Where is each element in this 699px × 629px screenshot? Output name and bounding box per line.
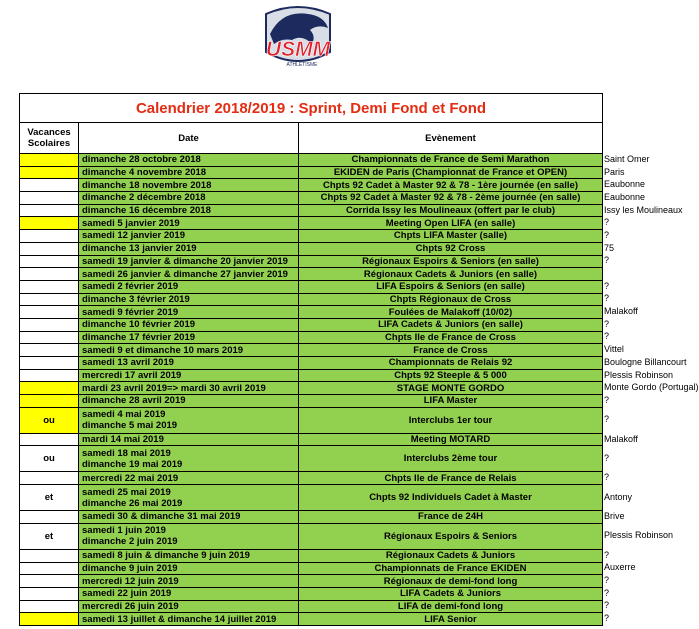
table-row	[20, 179, 603, 192]
vacances-cell	[20, 179, 79, 192]
date-text: samedi 19 janvier & dimanche 20 janvier 2019	[82, 255, 288, 267]
date-cell	[79, 395, 299, 408]
date-text: dimanche 26 mai 2019	[82, 497, 183, 509]
place-label: ?	[604, 549, 610, 560]
place-label: Plessis Robinson	[604, 369, 674, 380]
date-cell	[79, 204, 299, 217]
date-cell	[79, 230, 299, 243]
event-cell: Chpts 92 Steeple & 5 000	[299, 369, 603, 382]
date-text: samedi 13 avril 2019	[82, 357, 174, 369]
vacances-cell	[20, 217, 79, 230]
vacances-cell: et	[20, 485, 79, 511]
date-text: samedi 1 juin 2019	[82, 525, 166, 537]
vacances-cell	[20, 587, 79, 600]
event-cell: Régionaux Espoirs & Seniors (en salle)	[299, 255, 603, 268]
table-row	[20, 446, 603, 472]
header-date: Date	[79, 123, 299, 154]
vacances-cell	[20, 382, 79, 395]
event-cell: France de 24H	[299, 511, 603, 524]
event-cell: LIFA Espoirs & Seniors (en salle)	[299, 280, 603, 293]
date-text: samedi 26 janvier & dimanche 27 janvier 2019	[82, 268, 288, 280]
date-text: samedi 9 et dimanche 10 mars 2019	[82, 344, 244, 356]
event-cell: Chpts Régionaux de Cross	[299, 293, 603, 306]
date-text: dimanche 3 février 2019	[82, 293, 190, 305]
date-text: samedi 18 mai 2019	[82, 447, 171, 459]
calendar-rows	[20, 154, 603, 626]
place-label: ?	[604, 318, 610, 329]
date-text: samedi 4 mai 2019	[82, 409, 166, 421]
date-text: samedi 8 juin & dimanche 9 juin 2019	[82, 550, 250, 562]
vacances-cell	[20, 331, 79, 344]
date-cell	[79, 331, 299, 344]
vacances-cell: et	[20, 523, 79, 549]
table-row	[20, 154, 603, 167]
place-label: 75	[604, 242, 615, 253]
place-label: ?	[604, 293, 610, 304]
vacances-cell	[20, 318, 79, 331]
vacances-cell	[20, 204, 79, 217]
header-event: Evènement	[299, 123, 603, 154]
table-row	[20, 242, 603, 255]
vacances-cell	[20, 369, 79, 382]
event-cell: Chpts 92 Cross	[299, 242, 603, 255]
table-row	[20, 472, 603, 485]
date-text: mercredi 12 juin 2019	[82, 575, 179, 587]
table-row	[20, 485, 603, 511]
place-label: ?	[604, 229, 610, 240]
date-text: dimanche 28 avril 2019	[82, 395, 186, 407]
date-text: mardi 23 avril 2019=> mardi 30 avril 2019	[82, 382, 266, 394]
vacances-cell	[20, 293, 79, 306]
vacances-cell	[20, 242, 79, 255]
place-label: ?	[604, 217, 610, 228]
table-row	[20, 217, 603, 230]
table-row	[20, 587, 603, 600]
table-row	[20, 600, 603, 613]
table-row	[20, 268, 603, 281]
event-cell: Championnats de France EKIDEN	[299, 562, 603, 575]
event-cell: Corrida Issy les Moulineaux (offert par le club)	[299, 204, 603, 217]
vacances-cell	[20, 562, 79, 575]
place-label: Boulogne Billancourt	[604, 356, 687, 367]
vacances-cell	[20, 280, 79, 293]
vacances-cell	[20, 575, 79, 588]
vacances-cell	[20, 230, 79, 243]
event-cell: EKIDEN de Paris (Championnat de France et OPEN)	[299, 166, 603, 179]
table-row	[20, 523, 603, 549]
date-text: dimanche 2 décembre 2018	[82, 192, 206, 204]
date-text: dimanche 4 novembre 2018	[82, 167, 207, 179]
event-cell: Championnats de France de Semi Marathon	[299, 154, 603, 167]
place-label: Malakoff	[604, 433, 638, 444]
place-label: ?	[604, 255, 610, 266]
date-cell	[79, 369, 299, 382]
vacances-cell: ou	[20, 446, 79, 472]
date-text: dimanche 16 décembre 2018	[82, 205, 211, 217]
date-cell	[79, 242, 299, 255]
date-text: mercredi 17 avril 2019	[82, 370, 182, 382]
date-cell	[79, 575, 299, 588]
event-cell: LIFA Senior	[299, 613, 603, 626]
vacances-cell	[20, 306, 79, 319]
date-cell	[79, 306, 299, 319]
table-row	[20, 369, 603, 382]
date-text: samedi 12 janvier 2019	[82, 230, 185, 242]
date-text: samedi 25 mai 2019	[82, 486, 171, 498]
date-cell	[79, 154, 299, 167]
event-cell: Chpts Ile de France de Relais	[299, 472, 603, 485]
date-cell	[79, 166, 299, 179]
vacances-cell	[20, 344, 79, 357]
date-cell	[79, 357, 299, 370]
place-label: ?	[604, 394, 610, 405]
date-cell	[79, 255, 299, 268]
date-text: dimanche 28 octobre 2018	[82, 154, 201, 166]
vacances-cell	[20, 472, 79, 485]
date-text: mardi 14 mai 2019	[82, 434, 164, 446]
table-row	[20, 549, 603, 562]
date-text: mercredi 26 juin 2019	[82, 600, 179, 612]
logo-subtext: ATHLETISME	[286, 62, 318, 68]
table-row	[20, 230, 603, 243]
date-cell	[79, 549, 299, 562]
usmm-logo	[252, 4, 344, 76]
date-cell	[79, 407, 299, 433]
vacances-cell	[20, 268, 79, 281]
vacances-cell	[20, 613, 79, 626]
table-row	[20, 306, 603, 319]
table-row	[20, 344, 603, 357]
table-row	[20, 166, 603, 179]
date-cell	[79, 344, 299, 357]
vacances-cell	[20, 154, 79, 167]
table-row	[20, 293, 603, 306]
date-cell	[79, 511, 299, 524]
date-cell	[79, 613, 299, 626]
place-label: Auxerre	[604, 562, 636, 573]
place-label: ?	[604, 331, 610, 342]
date-text: samedi 30 & dimanche 31 mai 2019	[82, 511, 241, 523]
date-text: samedi 13 juillet & dimanche 14 juillet 2019	[82, 613, 277, 625]
header-vacances: Vacances Scolaires	[20, 123, 79, 154]
event-cell: Régionaux de demi-fond long	[299, 575, 603, 588]
vacances-cell: ou	[20, 407, 79, 433]
calendar-title: Calendrier 2018/2019 : Sprint, Demi Fond et Fond	[20, 94, 603, 123]
event-cell: Chpts 92 Individuels Cadet à Master	[299, 485, 603, 511]
place-label: Issy les Moulineaux	[604, 204, 683, 215]
place-label: ?	[604, 452, 610, 463]
date-cell	[79, 587, 299, 600]
table-row	[20, 407, 603, 433]
place-label: Antony	[604, 491, 633, 502]
place-label: Malakoff	[604, 306, 638, 317]
event-cell: Foulées de Malakoff (10/02)	[299, 306, 603, 319]
date-cell	[79, 217, 299, 230]
table-row	[20, 192, 603, 205]
place-label: Paris	[604, 166, 625, 177]
vacances-cell	[20, 511, 79, 524]
date-cell	[79, 268, 299, 281]
date-text: dimanche 9 juin 2019	[82, 562, 178, 574]
date-text: samedi 22 juin 2019	[82, 588, 172, 600]
place-label: ?	[604, 280, 610, 291]
date-cell	[79, 382, 299, 395]
date-cell	[79, 293, 299, 306]
table-row	[20, 613, 603, 626]
vacances-cell	[20, 357, 79, 370]
event-cell: Interclubs 2ème tour	[299, 446, 603, 472]
table-row	[20, 575, 603, 588]
date-cell	[79, 446, 299, 472]
date-cell	[79, 179, 299, 192]
place-label: ?	[604, 575, 610, 586]
event-cell: LIFA de demi-fond long	[299, 600, 603, 613]
event-cell: Meeting Open LIFA (en salle)	[299, 217, 603, 230]
table-row	[20, 395, 603, 408]
event-cell: France de Cross	[299, 344, 603, 357]
vacances-cell	[20, 600, 79, 613]
calendar-table	[19, 93, 603, 626]
table-row	[20, 433, 603, 446]
place-label: Eaubonne	[604, 191, 646, 202]
place-label: Saint Omer	[604, 153, 650, 164]
date-text: dimanche 13 janvier 2019	[82, 243, 197, 255]
place-label: Eaubonne	[604, 179, 646, 190]
place-label: ?	[604, 600, 610, 611]
event-cell: Régionaux Cadets & Juniors	[299, 549, 603, 562]
table-row	[20, 331, 603, 344]
place-label: Monte Gordo (Portugal)	[604, 382, 699, 393]
date-text: mercredi 22 mai 2019	[82, 472, 179, 484]
vacances-cell	[20, 433, 79, 446]
place-label: Plessis Robinson	[604, 530, 674, 541]
table-row	[20, 280, 603, 293]
date-cell	[79, 562, 299, 575]
table-row	[20, 255, 603, 268]
date-cell	[79, 523, 299, 549]
event-cell: Régionaux Espoirs & Seniors	[299, 523, 603, 549]
event-cell: LIFA Master	[299, 395, 603, 408]
date-text: dimanche 17 février 2019	[82, 331, 196, 343]
event-cell: LIFA Cadets & Juniors (en salle)	[299, 318, 603, 331]
logo-text: USMM	[265, 38, 331, 61]
vacances-cell	[20, 192, 79, 205]
place-label: ?	[604, 613, 610, 624]
date-text: dimanche 2 juin 2019	[82, 536, 178, 548]
date-text: samedi 2 février 2019	[82, 281, 179, 293]
vacances-cell	[20, 166, 79, 179]
date-text: dimanche 10 février 2019	[82, 319, 196, 331]
event-cell: Interclubs 1er tour	[299, 407, 603, 433]
event-cell: Championnats de Relais 92	[299, 357, 603, 370]
date-text: dimanche 18 novembre 2018	[82, 179, 212, 191]
table-row	[20, 562, 603, 575]
date-text: samedi 9 février 2019	[82, 306, 179, 318]
event-cell: Meeting MOTARD	[299, 433, 603, 446]
event-cell: LIFA Cadets & Juniors	[299, 587, 603, 600]
place-label: Vittel	[604, 344, 624, 355]
date-text: dimanche 5 mai 2019	[82, 420, 178, 432]
place-label: ?	[604, 414, 610, 425]
place-label: Brive	[604, 510, 625, 521]
vacances-cell	[20, 549, 79, 562]
table-row	[20, 382, 603, 395]
date-text: samedi 5 janvier 2019	[82, 217, 180, 229]
event-cell: Chpts Ile de France de Cross	[299, 331, 603, 344]
date-text: dimanche 19 mai 2019	[82, 458, 183, 470]
event-cell: STAGE MONTE GORDO	[299, 382, 603, 395]
date-cell	[79, 280, 299, 293]
place-label: ?	[604, 587, 610, 598]
event-cell: Chpts 92 Cadet à Master 92 & 78 - 1ère journée (en salle)	[299, 179, 603, 192]
date-cell	[79, 600, 299, 613]
date-cell	[79, 472, 299, 485]
table-row	[20, 318, 603, 331]
place-label: ?	[604, 472, 610, 483]
date-cell	[79, 433, 299, 446]
vacances-cell	[20, 255, 79, 268]
date-cell	[79, 485, 299, 511]
table-row	[20, 511, 603, 524]
date-cell	[79, 318, 299, 331]
date-cell	[79, 192, 299, 205]
event-cell: Chpts LIFA Master (salle)	[299, 230, 603, 243]
event-cell: Chpts 92 Cadet à Master 92 & 78 - 2ème journée (en salle)	[299, 192, 603, 205]
event-cell: Régionaux Cadets & Juniors (en salle)	[299, 268, 603, 281]
table-row	[20, 357, 603, 370]
vacances-cell	[20, 395, 79, 408]
table-row	[20, 204, 603, 217]
